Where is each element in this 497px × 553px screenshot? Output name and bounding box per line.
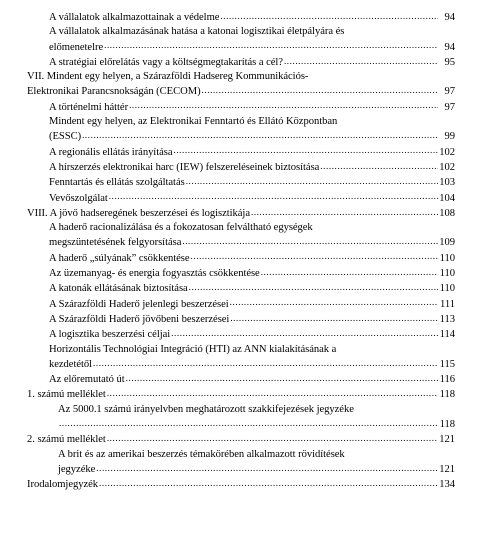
dot-leader — [109, 191, 438, 201]
page-number: 118 — [439, 389, 455, 401]
toc-entry-title: A stratégiai előrelátás vagy a költségmegtakarítás a cél? — [49, 56, 283, 68]
toc-entry-title: A katonák ellátásának biztosítása — [49, 283, 188, 295]
dot-leader — [189, 281, 438, 291]
toc-entry-title: Fenntartás és ellátás szolgáltatás — [49, 177, 185, 189]
page-number: 118 — [439, 419, 455, 431]
toc-entry[interactable] — [27, 312, 455, 327]
toc-entry-title: A történelmi háttér — [49, 101, 129, 113]
toc-entry-title-line: A vállalatok alkalmazásának hatása a katonai logisztikai életpályára és — [49, 26, 345, 38]
toc-entry-title: 2. számú melléklet — [27, 434, 106, 446]
page-number: 110 — [439, 252, 455, 264]
dot-leader — [126, 372, 438, 382]
page-number: 108 — [439, 207, 455, 219]
dot-leader — [220, 10, 438, 20]
toc-entry[interactable] — [27, 432, 455, 447]
page-number: 111 — [440, 298, 455, 310]
toc-entry[interactable] — [27, 387, 455, 402]
page-number: 103 — [439, 177, 455, 189]
toc-entry-title: VIII. A jövő hadseregének beszerzései és logisztikája — [27, 207, 250, 219]
dot-leader — [107, 432, 438, 442]
dot-leader — [129, 100, 438, 110]
dot-leader — [261, 266, 438, 276]
toc-entry[interactable] — [27, 297, 455, 312]
toc-entry-title: 1. számú melléklet — [27, 389, 106, 401]
dot-leader — [320, 160, 438, 170]
toc-entry-title-line: A brit és az amerikai beszerzés témakörében alkalmazott rövidítések — [58, 448, 345, 460]
toc-entry-title: (ESSC) — [49, 131, 82, 143]
toc-entry[interactable] — [27, 70, 455, 100]
page-number: 97 — [444, 86, 455, 98]
toc-entry[interactable] — [27, 160, 455, 175]
dot-leader — [202, 84, 438, 94]
toc-entry-title: A hírszerzés elektronikai harc (IEW) felszereléseinek biztosítása — [49, 161, 320, 173]
toc-entry-title-line: Az 5000.1 számú irányelvben meghatározott szakkifejezések jegyzéke — [58, 403, 354, 415]
toc-entry-title: Az üzemanyag- és energia fogyasztás csökkentése — [49, 268, 260, 280]
toc-entry[interactable] — [27, 145, 455, 160]
toc-entry-title: Irodalomjegyzék — [27, 479, 99, 491]
page-number: 94 — [444, 12, 455, 23]
toc-entry-title: jegyzéke — [58, 463, 96, 475]
toc-entry[interactable] — [27, 372, 455, 387]
toc-entry-title: Az előremutató út — [49, 374, 125, 386]
page-number: 121 — [439, 434, 455, 446]
page-number: 99 — [444, 131, 455, 143]
toc-entry[interactable] — [27, 251, 455, 266]
toc-entry[interactable] — [27, 115, 455, 145]
dot-leader — [173, 145, 438, 155]
dot-leader — [186, 175, 438, 185]
dot-leader — [99, 477, 438, 487]
page-number: 102 — [439, 161, 455, 173]
toc-entry[interactable] — [27, 221, 455, 251]
page-number: 114 — [439, 329, 455, 341]
toc-entry[interactable] — [27, 266, 455, 281]
dot-leader — [82, 129, 438, 139]
dot-leader — [284, 55, 438, 65]
toc-entry-title: A haderő „súlyának” csökkentése — [49, 252, 190, 264]
toc-entry-title: Elektronikai Parancsnokságán (CECOM) — [27, 86, 201, 98]
toc-entry-title: A Szárazföldi Haderő jövőbeni beszerzései — [49, 313, 230, 325]
toc-entry-title: A Szárazföldi Haderő jelenlegi beszerzései — [49, 298, 229, 310]
dot-leader — [182, 235, 438, 245]
toc-entry-title-line: A haderő racionalizálása és a fokozatosan felváltható egységek — [49, 222, 313, 234]
dot-leader — [107, 387, 438, 397]
dot-leader — [171, 327, 438, 337]
page-number: 116 — [439, 374, 455, 386]
page-number: 104 — [439, 192, 455, 204]
dot-leader — [251, 206, 438, 216]
page-number: 110 — [439, 283, 455, 295]
toc-entry-title-line: VII. Mindent egy helyen, a Szárazföldi Hadsereg Kommunikációs- — [27, 71, 309, 83]
dot-leader — [230, 297, 438, 307]
page-number: 94 — [444, 41, 455, 53]
page-number: 97 — [444, 101, 455, 113]
toc-entry-title: előmenetelre — [49, 41, 104, 53]
page-number: 95 — [444, 56, 455, 68]
toc-entry-title: A logisztika beszerzési céljai — [49, 329, 171, 341]
dot-leader — [191, 251, 438, 261]
toc-entry[interactable] — [27, 327, 455, 342]
toc-entry[interactable] — [27, 477, 455, 492]
toc-entry-title-line: Mindent egy helyen, az Elektronikai Fenntartó és Ellátó Központban — [49, 116, 338, 128]
toc-entry[interactable] — [27, 191, 455, 206]
toc-entry[interactable] — [27, 343, 455, 373]
page-number: 115 — [439, 358, 455, 370]
dot-leader — [230, 312, 438, 322]
toc-entry[interactable] — [27, 448, 455, 478]
toc-entry[interactable] — [27, 403, 455, 433]
toc-entry[interactable] — [27, 100, 455, 115]
table-of-contents — [27, 10, 455, 493]
page-number: 113 — [439, 313, 455, 325]
toc-entry-title: megszüntetésének felgyorsítása — [49, 237, 182, 249]
toc-entry[interactable] — [27, 10, 455, 25]
page-number: 134 — [439, 479, 455, 491]
toc-entry[interactable] — [27, 206, 455, 221]
toc-entry-title-line: Horizontális Technológiai Integráció (HTI) az ANN kialakításának a — [49, 343, 337, 355]
toc-entry-title: Vevőszolgálat — [49, 192, 108, 204]
toc-entry[interactable] — [27, 175, 455, 190]
dot-leader — [96, 462, 438, 472]
dot-leader — [93, 357, 438, 367]
toc-entry[interactable] — [27, 25, 455, 55]
page-number: 121 — [439, 463, 455, 475]
page-number: 110 — [439, 268, 455, 280]
toc-entry-title: A vállalatok alkalmazottainak a védelme — [49, 12, 220, 23]
toc-entry-title: A regionális ellátás irányítása — [49, 146, 173, 158]
toc-entry[interactable] — [27, 55, 455, 70]
page-number: 102 — [439, 146, 455, 158]
dot-leader — [59, 417, 438, 427]
toc-entry-title: kezdetétől — [49, 358, 93, 370]
page-number: 109 — [439, 237, 455, 249]
toc-entry[interactable] — [27, 281, 455, 296]
dot-leader — [104, 40, 438, 50]
